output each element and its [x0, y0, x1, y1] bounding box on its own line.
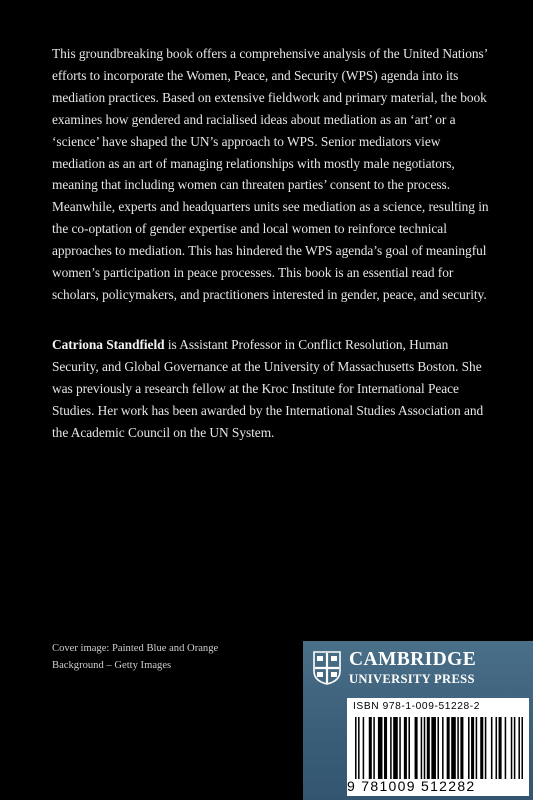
- cover-credit-line-1: Cover image: Painted Blue and Orange: [52, 643, 219, 654]
- barcode-bar: [485, 717, 487, 779]
- barcode-bar: [358, 717, 360, 779]
- barcode-bar: [460, 717, 463, 779]
- barcode-bar: [514, 717, 516, 779]
- barcode-bar: [491, 717, 493, 779]
- cover-image-credit: [52, 641, 282, 674]
- barcode-bar: [404, 717, 407, 779]
- barcode-bar: [518, 717, 520, 779]
- barcode-bar: [373, 717, 375, 779]
- barcode-bar: [496, 717, 498, 779]
- barcode-bar: [427, 717, 430, 779]
- publisher-name-line-2: UNIVERSITY PRESS: [349, 671, 475, 686]
- barcode-bar: [480, 717, 483, 779]
- isbn-label: ISBN 978-1-009-51228-2: [353, 701, 481, 712]
- barcode-bar: [447, 717, 450, 779]
- barcode-bar: [505, 717, 507, 779]
- barcode-area: [347, 698, 529, 796]
- barcode-bar: [415, 717, 418, 779]
- barcode-bar: [457, 717, 459, 779]
- publisher-logo-text: [349, 650, 476, 685]
- barcode-bar: [355, 717, 357, 779]
- barcode-bar: [451, 717, 456, 779]
- barcode-bar: [363, 717, 365, 779]
- barcode-bar: [471, 717, 474, 779]
- book-description: This groundbreaking book offers a comprehensive analysis of the United Nations’ efforts to incorporate the Women, Peace, and Security (WPS) agenda into its mediation practices. Based on extensive fieldwork and primary material, the book examines how gendered and racialised ideas about mediation as an ‘art’ or a ‘science’ have shaped the UN’s approach to WPS. Senior mediators view mediation as an art of managing relationships with mostly male negotiators, meaning that including women can threaten parties’ consent to the process. Meanwhile, experts and headquarters units see mediation as a science, resulting in the co-optation of gender expertise and local women to reinforce technical approaches to mediation. This has hindered the WPS agenda’s goal of meaningful women’s participation in peace processes. This book is an essential read for scholars, policymakers, and practitioners interested in gender, peace, and security.: [52, 46, 489, 302]
- publisher-name-line-1: CAMBRIDGE: [349, 649, 477, 670]
- barcode-bar: [408, 717, 410, 779]
- author-bio-text: is Assistant Professor in Conflict Resolution, Human Security, and Global Governance at the University of Massachusetts Boston. She was previously a research fellow at the Kroc Institute for International Peace Studies. Her work has been awarded by the International Studies Association and the Academic Council on the UN System.: [52, 337, 484, 440]
- barcode-bar: [369, 717, 372, 779]
- barcode-bar: [399, 717, 401, 779]
- barcode-bar: [393, 717, 398, 779]
- barcode-bar: [424, 717, 426, 779]
- barcode-bar: [390, 717, 392, 779]
- barcode-digits: 9 781009 512282: [347, 778, 476, 794]
- author-bio: [52, 334, 492, 444]
- barcode-bar: [384, 717, 387, 779]
- author-name: Catriona Standfield: [52, 337, 165, 352]
- barcode-bar: [521, 717, 523, 779]
- barcode-bar: [476, 717, 478, 779]
- publisher-panel: [303, 641, 533, 800]
- barcode-bar: [431, 717, 436, 779]
- cover-credit-line-2: Background – Getty Images: [52, 659, 172, 671]
- barcode-bar: [421, 717, 423, 779]
- barcode-icon: [355, 717, 523, 779]
- barcode-bar: [442, 717, 444, 779]
- barcode-bar: [468, 717, 470, 779]
- cambridge-crest-icon: [313, 651, 341, 685]
- barcode-bar: [499, 717, 502, 779]
- barcode-bar: [437, 717, 439, 779]
- barcode-bar: [378, 717, 383, 779]
- barcode-bar: [511, 717, 513, 779]
